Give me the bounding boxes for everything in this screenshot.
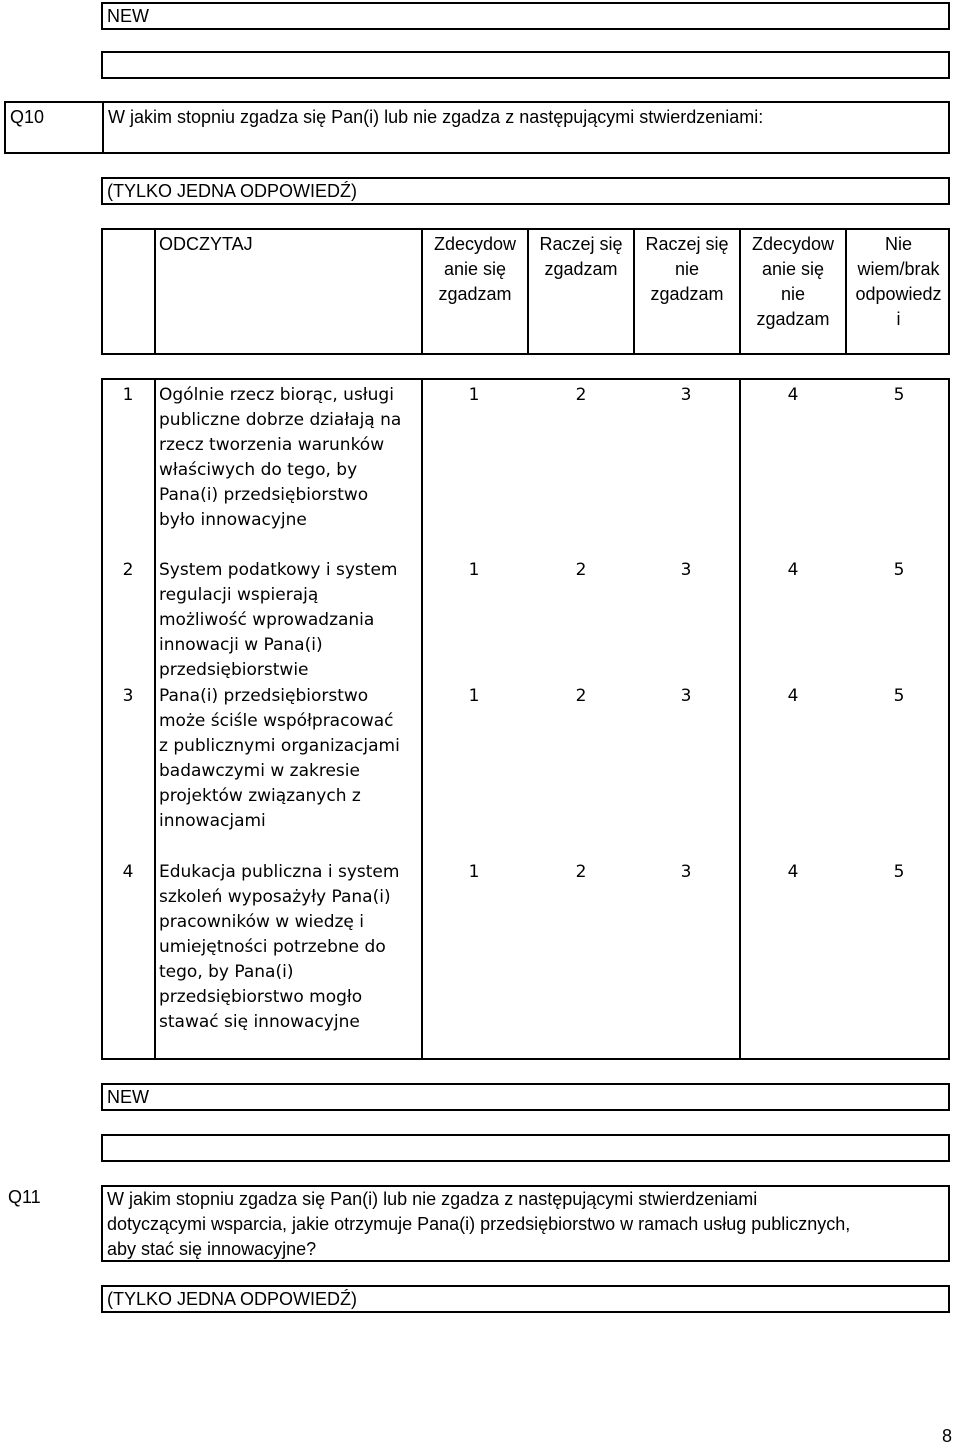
item-number: 2 <box>122 560 134 580</box>
q11-id: Q11 <box>8 1187 41 1207</box>
answer-code-3[interactable]: 3 <box>680 686 692 706</box>
new-label-top: NEW <box>107 6 149 26</box>
item-statement: Pana(i) przedsiębiorstwo może ściśle współpracować z publicznymi organizacjami badawczymi w zakresie projektów związanych z innowacjami <box>159 686 400 831</box>
item-statement: System podatkowy i system regulacji wspierają możliwość wprowadzania innowacji w Pana(i) przedsiębiorstwie <box>159 560 398 680</box>
body-divider-0 <box>154 380 156 1058</box>
header-divider-0 <box>154 230 156 353</box>
item-number: 1 <box>122 385 134 405</box>
q11-instruction: (TYLKO JEDNA ODPOWIEDŹ) <box>107 1289 358 1309</box>
q10-table-header <box>101 228 950 355</box>
answer-code-2[interactable]: 2 <box>575 560 587 580</box>
answer-code-4[interactable]: 4 <box>787 385 799 405</box>
q11-question-box <box>101 1185 950 1262</box>
answer-code-4[interactable]: 4 <box>787 560 799 580</box>
empty-box-mid <box>101 1134 950 1162</box>
answer-code-5[interactable]: 5 <box>893 862 905 882</box>
item-statement: Edukacja publiczna i system szkoleń wyposażyły Pana(i) pracowników w wiedzę i umiejętności potrzebne do tego, by Pana(i) przedsiębiorstwo mogło stawać się innowacyjne <box>159 862 400 1032</box>
answer-code-5[interactable]: 5 <box>893 560 905 580</box>
column-header-1: Zdecydow anie się zgadzam <box>433 234 517 304</box>
body-divider-1 <box>421 380 423 1058</box>
item-statement: Ogólnie rzecz biorąc, usługi publiczne dobrze działają na rzecz tworzenia warunków właściwych do tego, by Pana(i) przedsiębiorstwo było innowacyjne <box>159 385 402 530</box>
column-header-3: Raczej się nie zgadzam <box>645 234 729 304</box>
page-number: 8 <box>942 1426 953 1446</box>
answer-code-5[interactable]: 5 <box>893 385 905 405</box>
item-number: 4 <box>122 862 134 882</box>
q11-instruction-box <box>101 1285 950 1313</box>
column-header-5: Nie wiem/brak odpowiedz i <box>855 234 942 329</box>
column-header-2: Raczej się zgadzam <box>539 234 623 279</box>
q10-id: Q10 <box>10 107 45 127</box>
answer-code-1[interactable]: 1 <box>468 862 480 882</box>
answer-code-2[interactable]: 2 <box>575 862 587 882</box>
new-label-mid: NEW <box>107 1087 149 1107</box>
q10-question: W jakim stopniu zgadza się Pan(i) lub nie zgadza z następującymi stwierdzeniami: <box>108 107 764 127</box>
answer-code-3[interactable]: 3 <box>680 385 692 405</box>
item-number: 3 <box>122 686 134 706</box>
answer-code-5[interactable]: 5 <box>893 686 905 706</box>
read-label: ODCZYTAJ <box>159 234 253 254</box>
column-header-4: Zdecydow anie się nie zgadzam <box>751 234 835 329</box>
answer-code-4[interactable]: 4 <box>787 686 799 706</box>
body-divider-2 <box>739 380 741 1058</box>
q10-header-divider <box>102 103 104 152</box>
new-label-box-mid <box>101 1083 950 1111</box>
answer-code-4[interactable]: 4 <box>787 862 799 882</box>
answer-code-3[interactable]: 3 <box>680 560 692 580</box>
q10-instruction-box <box>101 177 950 205</box>
answer-code-1[interactable]: 1 <box>468 560 480 580</box>
answer-code-2[interactable]: 2 <box>575 385 587 405</box>
q11-question: W jakim stopniu zgadza się Pan(i) lub nie zgadza z następującymi stwierdzeniami dotyczącymi wsparcia, jakie otrzymuje Pana(i) przedsiębiorstwo w ramach usług publicznych, aby stać się innowacyjne? <box>107 1189 851 1259</box>
new-label-box-top <box>101 2 950 30</box>
q10-instruction: (TYLKO JEDNA ODPOWIEDŹ) <box>107 181 358 201</box>
answer-code-1[interactable]: 1 <box>468 686 480 706</box>
answer-code-3[interactable]: 3 <box>680 862 692 882</box>
empty-box-top <box>101 51 950 79</box>
q10-header <box>4 101 950 154</box>
answer-code-2[interactable]: 2 <box>575 686 587 706</box>
q10-table-body <box>101 378 950 1060</box>
answer-code-1[interactable]: 1 <box>468 385 480 405</box>
